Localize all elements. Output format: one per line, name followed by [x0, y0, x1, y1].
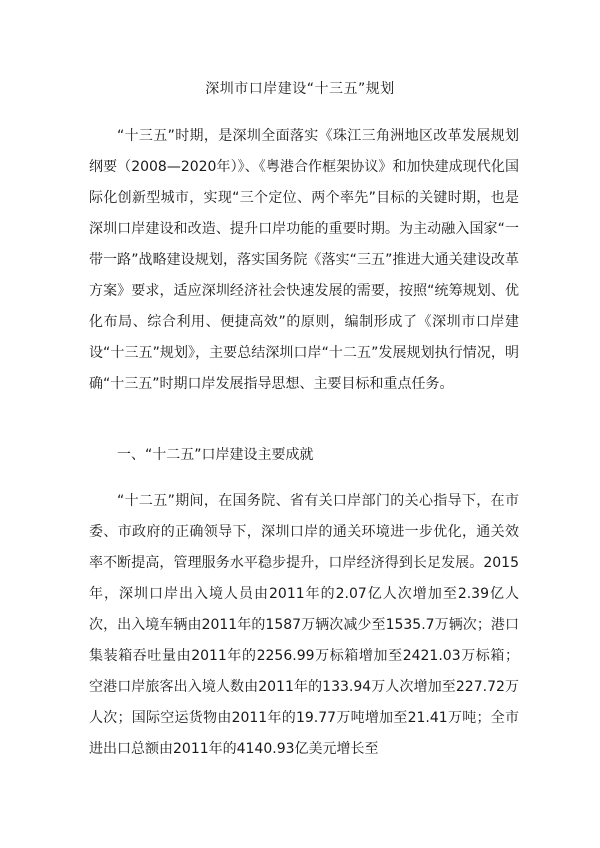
document-title: 深圳市口岸建设“十三五”规划	[205, 81, 395, 97]
intro-paragraph: “十三五”时期，是深圳全面落实《珠江三角洲地区改革发展规划纲要（2008—2020年）》、《粤港合作框架协议》和加快建成现代化国际化创新型城市，实现“三个定位、两个率先”目标的关键时期，也是深圳口岸建设和改造、提升口岸功能的重要时期。为主动融入国家“一带一路”战略建设规划，落实国务院《落实“三五”推进大通关建设改革方案》要求，适应深圳经济社会快速发展的需要，按照“统筹规划、优化布局、综合利用、便捷高效”的原则，编制形成了《深圳市口岸建设“十三五”规划》，主要总结深圳口岸“十二五”发展规划执行情况，明确“十三五”时期口岸发展指导思想、主要目标和重点任务。	[89, 128, 519, 392]
section-paragraph: “十二五”期间，在国务院、省有关口岸部门的关心指导下，在市委、市政府的正确领导下，深圳口岸的通关环境进一步优化，通关效率不断提高，管理服务水平稳步提升，口岸经济得到长足发展。2015年，深圳口岸出入境人员由2011年的2.07亿人次增加至2.39亿人次，出入境车辆由2011年的1587万辆次减少至1535.7万辆次；港口集装箱吞吐量由2011年的2256.99万标箱增加至2421.03万标箱；空港口岸旅客出入境人数由2011年的133.94万人次增加至227.72万人次；国际空运货物由2011年的19.77万吨增加至21.41万吨；全市进出口总额由2011年的4140.93亿美元增长至	[89, 493, 519, 757]
section-heading: 一、“十二五”口岸建设主要成就	[117, 447, 314, 463]
